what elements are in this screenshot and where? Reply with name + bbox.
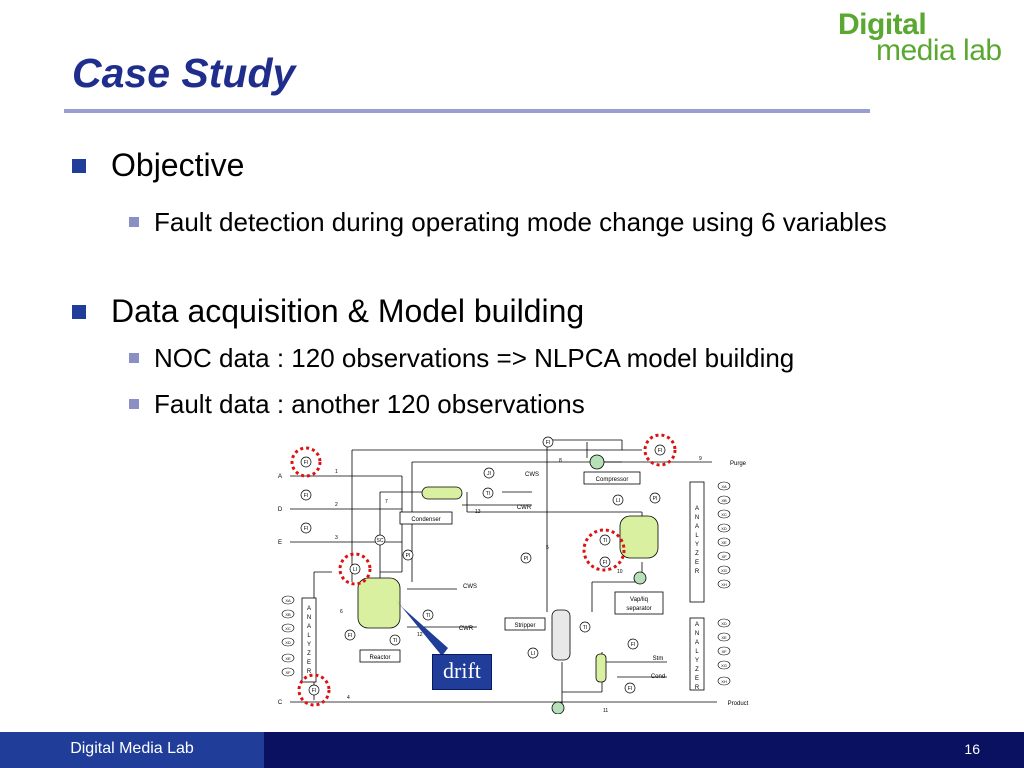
bullet-objective bbox=[72, 147, 244, 184]
drift-callout: drift bbox=[432, 654, 492, 690]
bullet-square-icon bbox=[72, 159, 86, 173]
bullet-data-acquisition bbox=[72, 293, 584, 330]
svg-text:TI: TI bbox=[485, 491, 491, 497]
sub-bullet-text: Fault data : another 120 observations bbox=[154, 389, 585, 419]
svg-text:TI: TI bbox=[582, 625, 588, 631]
svg-text:CWR: CWR bbox=[516, 505, 532, 511]
svg-text:N: N bbox=[694, 631, 700, 637]
svg-text:L: L bbox=[695, 649, 699, 655]
svg-text:Compressor: Compressor bbox=[595, 477, 629, 483]
svg-text:XF: XF bbox=[285, 670, 291, 675]
svg-text:XG: XG bbox=[721, 568, 727, 573]
footer-label: Digital Media Lab bbox=[0, 732, 264, 768]
svg-text:4: 4 bbox=[347, 695, 350, 701]
sub-bullet-fault-detection bbox=[154, 203, 954, 241]
svg-text:TI: TI bbox=[602, 538, 608, 544]
bullet-text: Data acquisition & Model building bbox=[111, 293, 585, 329]
sub-bullet-square-icon bbox=[129, 353, 139, 363]
svg-text:XF: XF bbox=[721, 554, 727, 559]
svg-text:FI: FI bbox=[303, 526, 309, 532]
svg-text:Product: Product bbox=[727, 701, 749, 707]
svg-text:E: E bbox=[694, 676, 700, 682]
svg-text:XC: XC bbox=[285, 626, 291, 631]
svg-text:11: 11 bbox=[603, 708, 609, 714]
svg-text:Y: Y bbox=[306, 642, 312, 648]
svg-text:XD: XD bbox=[721, 621, 727, 626]
tennessee-eastman-process-diagram bbox=[262, 432, 762, 714]
svg-text:Cond: Cond bbox=[650, 674, 666, 680]
svg-text:FI: FI bbox=[627, 686, 633, 692]
drift-arrow bbox=[396, 600, 448, 656]
svg-text:Z: Z bbox=[695, 667, 699, 673]
sub-bullet-text: NOC data : 120 observations => NLPCA model building bbox=[154, 343, 795, 373]
svg-text:Z: Z bbox=[307, 651, 311, 657]
svg-text:LI: LI bbox=[352, 567, 358, 573]
svg-text:TI: TI bbox=[392, 638, 398, 644]
svg-text:Z: Z bbox=[695, 551, 699, 557]
sub-bullet-square-icon bbox=[129, 399, 139, 409]
svg-text:A: A bbox=[306, 624, 312, 630]
svg-text:R: R bbox=[306, 669, 312, 675]
svg-text:CWR: CWR bbox=[458, 626, 474, 632]
svg-text:E: E bbox=[694, 560, 700, 566]
svg-text:LI: LI bbox=[530, 651, 536, 657]
svg-text:6: 6 bbox=[340, 609, 343, 615]
svg-text:5: 5 bbox=[546, 545, 549, 551]
svg-text:Reactor: Reactor bbox=[369, 655, 391, 661]
svg-text:FI: FI bbox=[657, 448, 663, 454]
svg-text:LI: LI bbox=[615, 498, 621, 504]
svg-text:XH: XH bbox=[721, 679, 727, 684]
sub-bullet-square-icon bbox=[129, 217, 139, 227]
slide-title: Case Study bbox=[72, 50, 296, 96]
svg-text:N: N bbox=[306, 615, 312, 621]
svg-text:A: A bbox=[694, 622, 700, 628]
sub-bullet-text: Fault detection during operating mode change using 6 variables bbox=[154, 207, 887, 237]
svg-text:TI: TI bbox=[425, 613, 431, 619]
svg-text:9: 9 bbox=[699, 456, 702, 462]
svg-text:XE: XE bbox=[285, 656, 291, 661]
svg-text:FI: FI bbox=[303, 460, 309, 466]
title-divider bbox=[64, 109, 870, 113]
svg-text:13: 13 bbox=[475, 509, 481, 515]
svg-text:D: D bbox=[277, 507, 283, 513]
svg-text:R: R bbox=[694, 569, 700, 575]
svg-text:2: 2 bbox=[335, 502, 338, 508]
svg-text:PI: PI bbox=[523, 556, 529, 562]
svg-text:8: 8 bbox=[559, 458, 562, 464]
svg-text:PI: PI bbox=[405, 553, 411, 559]
svg-text:L: L bbox=[695, 533, 699, 539]
svg-text:Condenser: Condenser bbox=[411, 517, 441, 523]
svg-text:N: N bbox=[694, 515, 700, 521]
svg-text:R: R bbox=[694, 685, 700, 691]
sub-bullet-noc-data bbox=[154, 339, 954, 377]
svg-text:XA: XA bbox=[285, 598, 291, 603]
svg-text:CWS: CWS bbox=[463, 584, 477, 590]
bullet-text: Objective bbox=[111, 147, 245, 183]
svg-text:Purge: Purge bbox=[729, 461, 747, 467]
svg-text:A: A bbox=[277, 474, 283, 480]
svg-text:XC: XC bbox=[721, 512, 727, 517]
svg-text:C: C bbox=[277, 700, 283, 706]
svg-text:Stm: Stm bbox=[652, 656, 664, 662]
svg-text:10: 10 bbox=[617, 569, 623, 575]
svg-text:XH: XH bbox=[721, 582, 727, 587]
logo-line-2: media lab bbox=[876, 34, 1002, 67]
svg-text:7: 7 bbox=[385, 499, 388, 505]
svg-text:L: L bbox=[307, 633, 311, 639]
svg-text:A: A bbox=[694, 524, 700, 530]
svg-text:E: E bbox=[277, 540, 283, 546]
svg-text:A: A bbox=[694, 640, 700, 646]
svg-text:Stripper: Stripper bbox=[514, 623, 536, 629]
svg-text:XE: XE bbox=[721, 540, 727, 545]
svg-text:JI: JI bbox=[487, 471, 491, 477]
svg-text:FI: FI bbox=[347, 633, 353, 639]
digital-media-lab-logo bbox=[838, 8, 1020, 68]
svg-text:FI: FI bbox=[630, 642, 636, 648]
svg-text:XA: XA bbox=[721, 484, 727, 489]
svg-text:XD: XD bbox=[721, 526, 727, 531]
svg-text:1: 1 bbox=[335, 469, 338, 475]
svg-text:FI: FI bbox=[303, 493, 309, 499]
svg-text:A: A bbox=[694, 506, 700, 512]
svg-text:CWS: CWS bbox=[525, 472, 539, 478]
bullet-square-icon bbox=[72, 305, 86, 319]
svg-text:3: 3 bbox=[335, 535, 338, 541]
svg-text:XB: XB bbox=[285, 612, 291, 617]
svg-text:XG: XG bbox=[721, 663, 727, 668]
svg-text:XE: XE bbox=[721, 635, 727, 640]
svg-text:12: 12 bbox=[417, 632, 423, 638]
svg-text:Y: Y bbox=[694, 658, 700, 664]
svg-text:Vap/liq: Vap/liq bbox=[630, 597, 648, 603]
svg-text:PI: PI bbox=[652, 496, 658, 502]
svg-text:FI: FI bbox=[602, 560, 608, 566]
svg-text:XF: XF bbox=[721, 649, 727, 654]
page-number: 16 bbox=[964, 741, 980, 757]
svg-text:E: E bbox=[306, 660, 312, 666]
svg-text:FI: FI bbox=[311, 688, 317, 694]
svg-text:XD: XD bbox=[285, 640, 291, 645]
svg-text:Y: Y bbox=[694, 542, 700, 548]
svg-text:XB: XB bbox=[721, 498, 727, 503]
svg-text:SC: SC bbox=[376, 538, 384, 544]
svg-text:FI: FI bbox=[545, 440, 551, 446]
svg-text:separator: separator bbox=[626, 606, 652, 612]
sub-bullet-fault-data bbox=[154, 385, 954, 423]
svg-text:A: A bbox=[306, 606, 312, 612]
logo-line-1: Digital bbox=[838, 8, 927, 41]
